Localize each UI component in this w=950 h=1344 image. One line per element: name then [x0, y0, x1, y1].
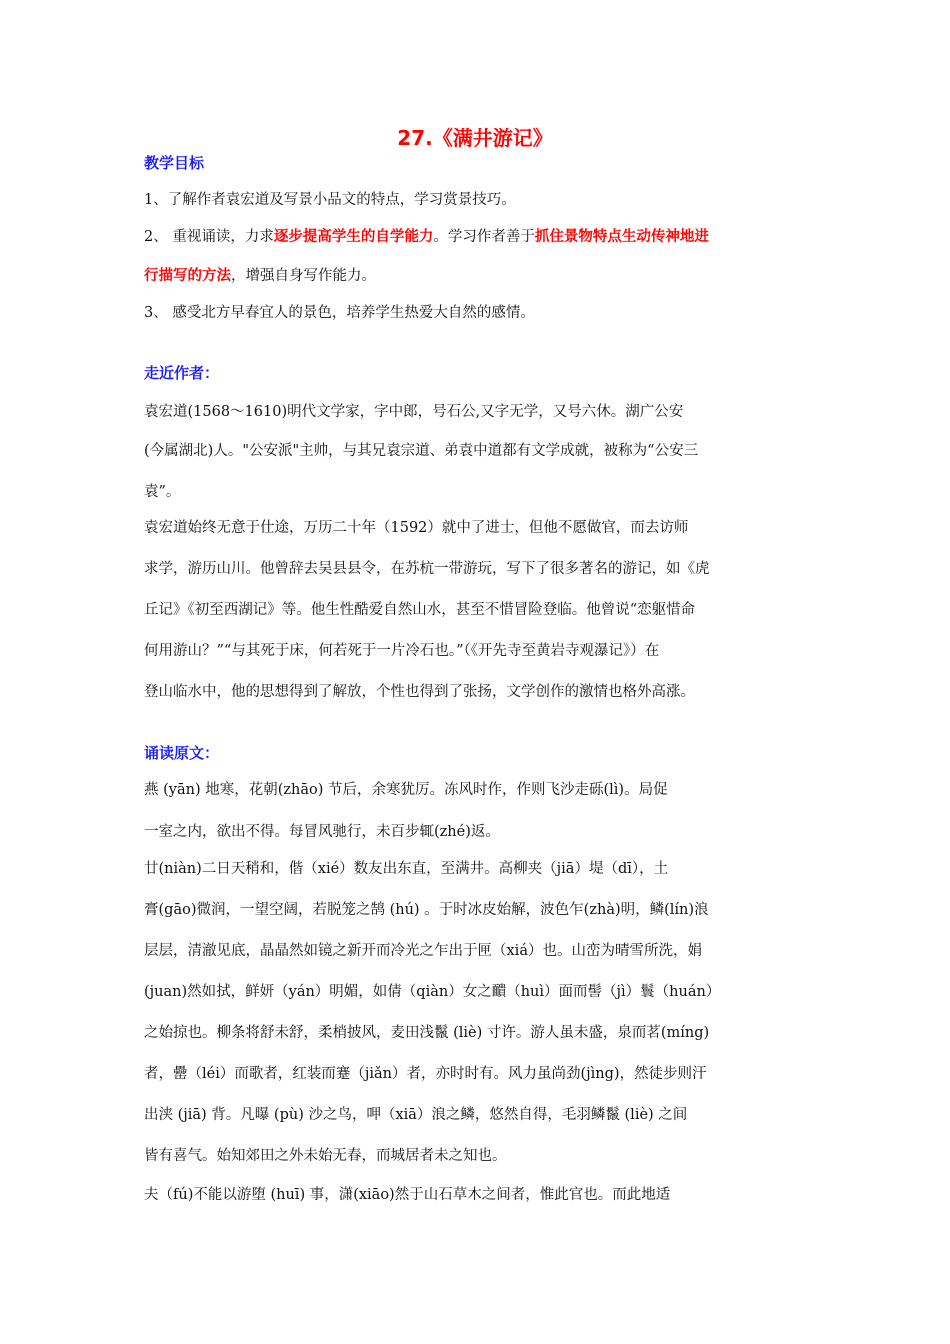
text-line: 膏(gāo)微润，一望空阔，若脱笼之鹄 (hú) 。于时冰皮始解，波色乍(zhà)明，鳞(lín)浪: [144, 902, 709, 918]
text-line: 皆有喜气。始知郊田之外未始无春，而城居者未之知也。: [144, 1148, 507, 1164]
goal-item-1: 1、了解作者袁宏道及写景小品文的特点，学习赏景技巧。: [144, 192, 516, 208]
author-line: 袁宏道(1568～1610)明代文学家，字中郎，号石公,又字无学，又号六休。湖广公安: [144, 404, 684, 420]
text-line: 层层，清澈见底，晶晶然如镜之新开而冷光之乍出于匣（xiá）也。山峦为晴雪所洗，娟: [144, 943, 702, 959]
goal-item-2-highlight-3: 行描写的方法: [144, 268, 231, 284]
author-line: 求学，游历山川。他曾辞去吴县县令，在苏杭一带游玩，写下了很多著名的游记，如《虎: [144, 561, 710, 577]
author-heading: 走近作者：: [144, 364, 220, 382]
author-line: (今属湖北)人。"公安派"主帅，与其兄袁宗道、弟袁中道都有文学成就，被称为“公安三: [144, 443, 699, 459]
goals-heading: 教学目标: [144, 154, 205, 172]
text-line: 之始掠也。柳条将舒未舒，柔梢披风，麦田浅鬣 (liè) 寸许。游人虽未盛，泉而茗(míng): [144, 1025, 710, 1041]
goal-item-2-highlight-2: 抓住景物特点生动传神地进: [534, 229, 709, 245]
author-line: 登山临水中，他的思想得到了解放，个性也得到了张扬，文学创作的激情也格外高涨。: [144, 684, 695, 700]
goal-item-2-highlight-1: 逐步提高学生的自学能力: [273, 229, 434, 245]
goal-item-2: [144, 225, 709, 246]
author-line: 丘记》《初至西湖记》等。他生性酷爱自然山水，甚至不惜冒险登临。他曾说“恋躯惜命: [144, 602, 696, 618]
goal-item-2-middle: 。学习作者善于: [433, 229, 535, 245]
author-line: 袁”。: [144, 484, 181, 500]
author-line: 袁宏道始终无意于仕途，万历二十年（1592）就中了进士，但他不愿做官，而去访师: [144, 520, 689, 536]
document-title: 27.《满井游记》: [397, 126, 553, 150]
text-line: 者，罍（léi）而歌者，红装而蹇（jiǎn）者，亦时时有。风力虽尚劲(jìng)，然徒步则汗: [144, 1066, 707, 1082]
author-line: 何用游山？”“与其死于床，何若死于一片冷石也。”（《开先寺至黄岩寺观瀑记》）在: [144, 643, 660, 659]
text-line: 燕 (yān) 地寒，花朝(zhāo) 节后，余寒犹厉。冻风时作，作则飞沙走砾(lì)。局促: [144, 782, 668, 798]
text-line: 一室之内，欲出不得。每冒风驰行，未百步辄(zhé)返。: [144, 824, 500, 840]
text-line: 夫（fú)不能以游堕 (huī) 事，潇(xiāo)然于山石草木之间者，惟此官也。而此地适: [144, 1187, 671, 1203]
text-line: 廿(niàn)二日天稍和，偕（xié）数友出东直，至满井。高柳夹（jiā）堤（dī），土: [144, 861, 669, 877]
text-line: (juan)然如拭，鲜妍（yán）明媚，如倩（qiàn）女之靧（huì）面而髻（jì）鬟（huán）: [144, 984, 721, 1000]
goal-item-3: 3、 感受北方早春宜人的景色，培养学生热爱大自然的感情。: [144, 305, 535, 321]
text-line: 出浃 (jiā) 背。凡曝 (pù) 沙之鸟，呷（xiā）浪之鳞，悠然自得，毛羽鳞鬣 (liè) 之间: [144, 1107, 688, 1123]
goal-item-2-rest: ，增强自身写作能力。: [231, 268, 376, 284]
goal-item-2-continuation: [144, 264, 376, 285]
text-heading: 诵读原文：: [144, 744, 220, 762]
goal-item-2-prefix: 2、 重视诵读，力求: [144, 229, 274, 245]
